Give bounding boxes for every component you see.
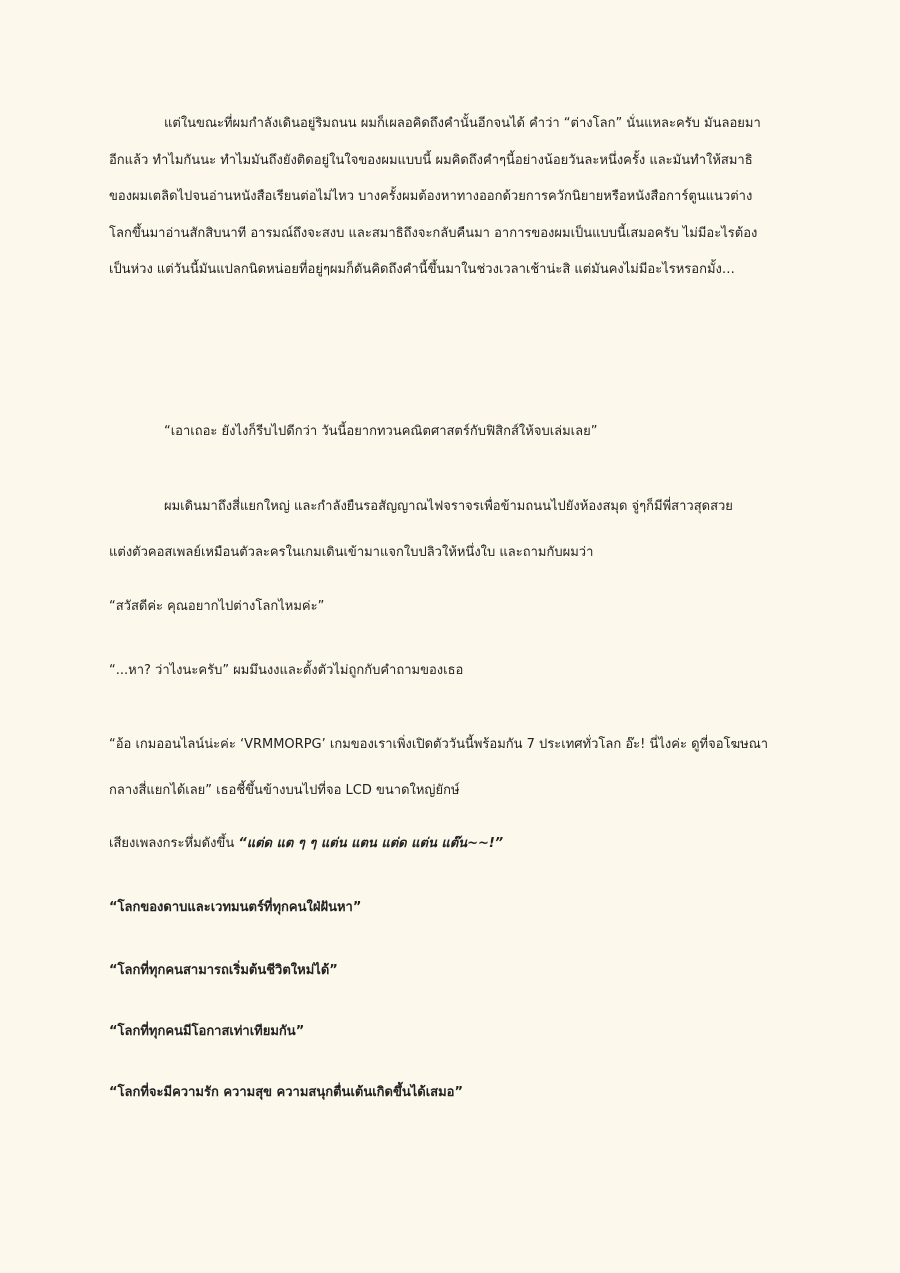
paragraph-intersection xyxy=(109,484,785,576)
slogan-line: “โลกของดาบและเวทมนตร์ที่ทุกคนใฝ่ฝันหา” xyxy=(109,900,362,915)
paragraph-line: อีกแล้ว ทำไมกันนะ ทำไมมันถึงยังติดอยู่ในใจของผมแบบนี้ ผมคิดถึงคำๆนี้อย่างน้อยวันละหนึ่งครั้ง และมันทำให้สมาธิ xyxy=(109,152,753,168)
slogan-line: “โลกที่ทุกคนมีโอกาสเท่าเทียมกัน” xyxy=(109,1024,305,1039)
paragraph-opening xyxy=(109,106,785,289)
paragraph-line: โลกขึ้นมาอ่านสักสิบนาที อารมณ์ถึงจะสงบ และสมาธิถึงจะกลับคืนมา อาการของผมเป็นแบบนี้เสมอครับ ไม่มีอะไรต้อง xyxy=(109,225,758,241)
paragraph-line: กลางสี่แยกได้เลย” เธอชี้ขึ้นข้างบนไปที่จอ LCD ขนาดใหญ่ยักษ์ xyxy=(109,783,460,798)
paragraph-line: เป็นห่วง แต่วันนี้มันแปลกนิดหน่อยที่อยู่ๆผมก็ดันคิดถึงคำนี้ขึ้นมาในช่วงเวลาเช้าน่ะสิ แต่มันคงไม่มีอะไรหรอกมั้ง… xyxy=(109,262,735,277)
music-line xyxy=(109,832,503,853)
paragraph-line: แต่ในขณะที่ผมกำลังเดินอยู่ริมถนน ผมก็เผลอคิดถึงคำนั้นอีกจนได้ คำว่า “ต่างโลก” นั่นแหละครับ มันลอยมา xyxy=(164,116,761,131)
paragraph-game-explain xyxy=(109,722,785,814)
music-lyric: “แต่ด แต ๆ ๆ แต่น แตน แต่ด แต่น แต๊น~~!” xyxy=(238,836,504,851)
quote-review-books: “เอาเถอะ ยังไงก็รีบไปดีกว่า วันนี้อยากทวนคณิตศาสตร์กับฟิสิกส์ให้จบเล่มเลย” xyxy=(164,424,598,439)
paragraph-line: ผมเดินมาถึงสี่แยกใหญ่ และกำลังยืนรอสัญญาณไฟจราจรเพื่อข้ามถนนไปยังห้องสมุด จู่ๆก็มีพี่สาวสุดสวย xyxy=(164,499,733,514)
music-prefix: เสียงเพลงกระหึ่มดังขึ้น xyxy=(109,836,239,851)
dialogue-hello: “สวัสดีค่ะ คุณอยากไปต่างโลกไหมค่ะ” xyxy=(109,599,325,614)
slogan-line: “โลกที่จะมีความรัก ความสุข ความสนุกตื่นเต้นเกิดขึ้นได้เสมอ” xyxy=(109,1085,464,1100)
paragraph-line: “อ้อ เกมออนไลน์น่ะค่ะ ‘VRMMORPG’ เกมของเราเพิ่งเปิดตัววันนี้พร้อมกัน 7 ประเทศทั่วโลก อ๊ะ! นี่ไงค่ะ ดูที่จอโฆษณา xyxy=(109,737,769,752)
slogan-line: “โลกที่ทุกคนสามารถเริ่มต้นชีวิตใหม่ได้” xyxy=(109,963,338,978)
paragraph-line: ของผมเตลิดไปจนอ่านหนังสือเรียนต่อไม่ไหว บางครั้งผมต้องหาทางออกด้วยการควักนิยายหรือหนังสือการ์ตูนแนวต่าง xyxy=(109,189,753,204)
dialogue-confused: “...หา? ว่าไงนะครับ” ผมมึนงงและตั้งตัวไม่ถูกกับคำถามของเธอ xyxy=(109,663,464,678)
paragraph-line: แต่งตัวคอสเพลย์เหมือนตัวละครในเกมเดินเข้ามาแจกใบปลิวให้หนึ่งใบ และถามกับผมว่า xyxy=(109,545,594,560)
